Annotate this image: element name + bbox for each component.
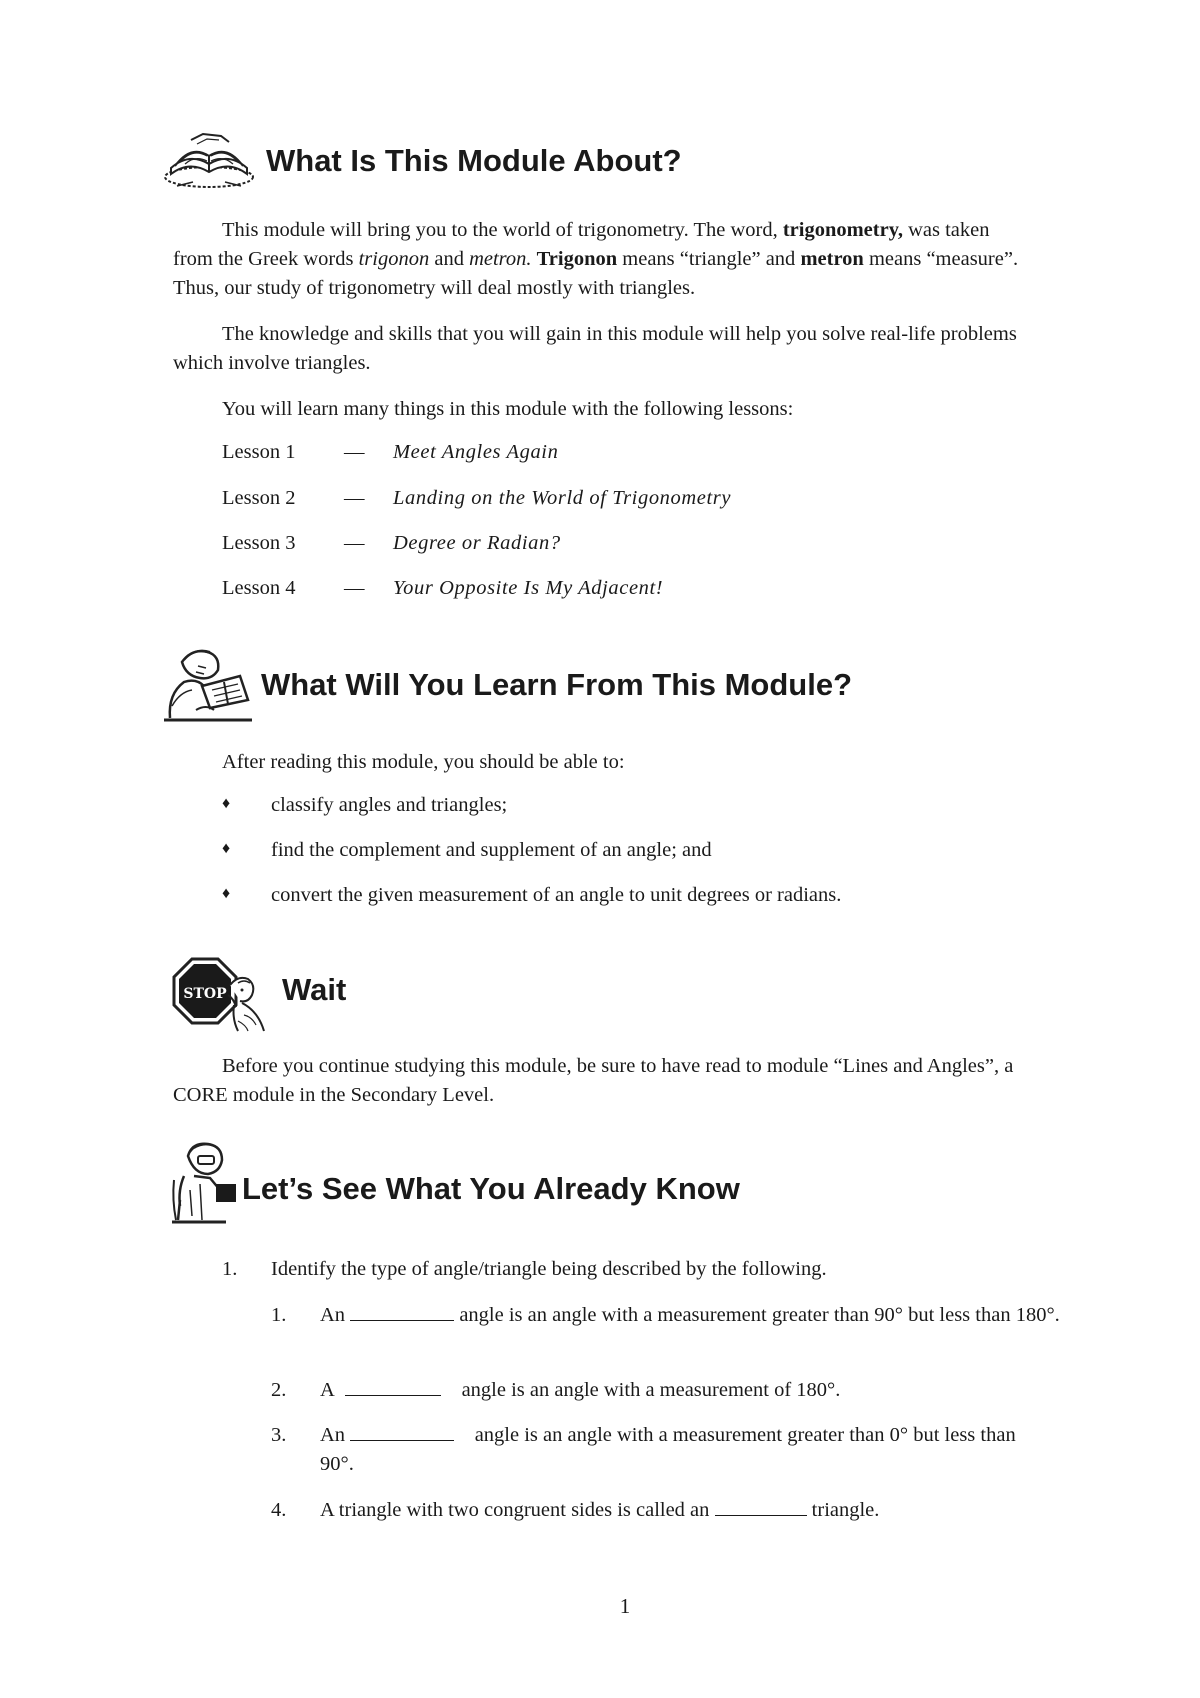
about-paragraph-1 <box>173 216 1033 303</box>
text-run: was taken from the Greek words <box>173 219 990 270</box>
sub-question-number: 1. <box>271 1304 287 1326</box>
answer-blank[interactable] <box>350 1302 454 1321</box>
reading-person-icon <box>162 646 254 724</box>
lesson-title: Your Opposite Is My Adjacent! <box>393 577 664 599</box>
bold-term-trigonometry: trigonometry, <box>782 219 903 241</box>
sub-question-text <box>320 1496 1080 1525</box>
bold-term-trigonon: Trigonon <box>536 248 618 270</box>
lesson-number: Lesson 3 <box>222 532 296 554</box>
question-number: 1. <box>222 1258 238 1280</box>
lesson-number: Lesson 4 <box>222 577 296 599</box>
italic-term-trigonon: trigonon <box>358 248 430 270</box>
lesson-number: Lesson 1 <box>222 441 296 463</box>
diamond-bullet-icon: ♦ <box>222 840 231 857</box>
about-paragraph-2: The knowledge and skills that you will gain in this module will help you solve real-life problems which involve triangles. <box>173 323 1017 374</box>
stop-sign-icon <box>168 955 272 1035</box>
diamond-bullet-icon: ♦ <box>222 885 231 902</box>
sub-question-post: angle is an angle with a measurement greater than 0° but less than 90°. <box>320 1424 1016 1475</box>
section-header-learn <box>162 646 852 724</box>
section-header-wait <box>168 955 346 1035</box>
lesson-title: Degree or Radian? <box>393 532 561 554</box>
text-run: and <box>429 248 470 270</box>
text-run: means “triangle” and <box>617 248 801 270</box>
learn-intro: After reading this module, you should be able to: <box>222 751 625 773</box>
answer-blank[interactable] <box>350 1422 454 1441</box>
page-number: 1 <box>619 1594 631 1618</box>
em-dash: — <box>344 577 365 599</box>
thinking-person-icon <box>170 1140 242 1224</box>
sub-question-pre: A <box>320 1379 335 1401</box>
sub-question-number: 4. <box>271 1499 287 1521</box>
section-title-learn: What Will You Learn From This Module? <box>261 667 853 702</box>
question-prompt: Identify the type of angle/triangle being described by the following. <box>271 1258 827 1280</box>
section-header-about <box>163 130 682 192</box>
text-run: This module will bring you to the world of trigonometry. The word, <box>222 219 783 241</box>
sub-question-pre: An <box>320 1424 346 1446</box>
stop-sign-text: STOP <box>183 986 227 1002</box>
answer-blank[interactable] <box>715 1497 807 1516</box>
sub-question-text <box>320 1421 1020 1479</box>
bold-term-metron: metron <box>800 248 864 270</box>
section-title-wait: Wait <box>282 972 347 1007</box>
em-dash: — <box>344 441 365 463</box>
sub-question-number: 2. <box>271 1379 287 1401</box>
objective-text: convert the given measurement of an angle to unit degrees or radians. <box>271 884 842 906</box>
objective-text: find the complement and supplement of an angle; and <box>271 839 712 861</box>
text-run: means “measure”. Thus, our study of trigonometry will deal mostly with triangles. <box>173 248 1019 299</box>
open-book-icon <box>163 130 255 192</box>
sub-question-post: triangle. <box>806 1499 880 1521</box>
answer-blank[interactable] <box>345 1377 441 1396</box>
sub-question-text <box>320 1376 1080 1405</box>
lesson-number: Lesson 2 <box>222 487 296 509</box>
section-title-know: Let’s See What You Already Know <box>242 1171 740 1206</box>
objective-text: classify angles and triangles; <box>271 794 508 816</box>
lesson-title: Landing on the World of Trigonometry <box>393 487 732 509</box>
em-dash: — <box>344 532 365 554</box>
em-dash: — <box>344 487 365 509</box>
about-paragraph-3: You will learn many things in this module with the following lessons: <box>222 398 794 420</box>
sub-question-number: 3. <box>271 1424 287 1446</box>
lesson-title: Meet Angles Again <box>393 441 559 463</box>
sub-question-post: angle is an angle with a measurement of 180°. <box>456 1379 841 1401</box>
sub-question-pre: An <box>320 1304 346 1326</box>
sub-question-pre: A triangle with two congruent sides is called an <box>320 1499 710 1521</box>
sub-question-text <box>320 1301 1080 1330</box>
diamond-bullet-icon: ♦ <box>222 795 231 812</box>
sub-question-post: angle is an angle with a measurement greater than 90° but less than 180°. <box>454 1304 1060 1326</box>
wait-paragraph: Before you continue studying this module, be sure to have read to module “Lines and Angles”, a CORE module in the Secondary Level. <box>173 1055 1014 1106</box>
section-header-know <box>170 1140 740 1224</box>
italic-term-metron: metron. <box>469 248 532 270</box>
section-title-about: What Is This Module About? <box>266 143 682 178</box>
